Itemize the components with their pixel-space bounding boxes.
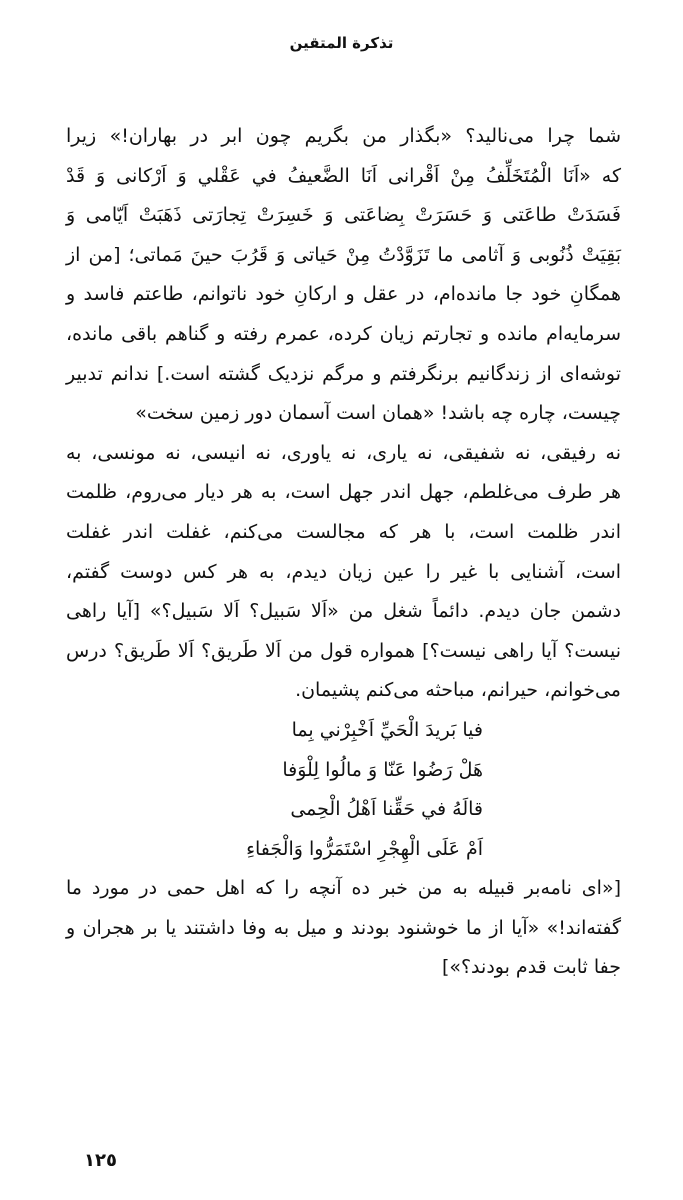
poem-verse: قالَهُ في حَقِّنا اَهْلُ الْحِمی: [290, 798, 483, 821]
paragraph-1: [66, 117, 621, 434]
text-line: همگانِ خود جا مانده‌ام، در عقل و ارکانِ خود ناتوانم، طاعتم فاسد و: [66, 283, 621, 306]
poem-verse: هَلْ رَضُوا عَنّا وَ مالُوا لِلْوَفا: [282, 758, 483, 781]
text-line: شما چرا می‌نالید؟ «بگذار من بگریم چون ابر در بهاران!» زیرا: [66, 125, 621, 147]
text-line: نه رفیقی، نه شفیقی، نه یاری، نه یاوری، نه انیسی، نه مونسی، به: [66, 441, 621, 464]
body-text: [66, 117, 621, 988]
text-line: چیست، چاره چه باشد! «همان است آسمان دور زمین سخت»: [135, 402, 621, 425]
text-line: جفا ثابت قدم بودند؟»]: [441, 956, 621, 979]
text-line: هر طرف می‌غلطم، جهل اندر جهل است، به هر دیار می‌روم، ظلمت: [66, 481, 621, 504]
poem-verses: [66, 711, 621, 869]
text-line: نیست؟ آیا راهی نیست؟] همواره قول من اَلا طَریق؟ اَلا طَریق؟ درس: [66, 639, 621, 662]
poem-verse: اَمْ عَلَی الْهِجْرِ اسْتَمَرُّوا وَالْجَفاءِ: [246, 837, 483, 860]
paragraph-2: [66, 434, 621, 711]
text-line: بَقِیَتْ ذُنُوبی وَ آثامی ما تَزَوَّدْتُ مِنْ حَیاتی وَ قَرُبَ حینَ مَماتی؛ [من از: [66, 243, 621, 266]
text-line: توشه‌ای از زندگانیم برنگرفتم و مرگم نزدیک گشته است.] ندانم تدبیر: [66, 362, 621, 385]
text-line: می‌خوانم، حیرانم، مباحثه می‌کنم پشیمان.: [295, 679, 621, 702]
text-line: سرمایه‌ام مانده و تجارتم زیان کرده، عمرم رفته و گناهم باقی مانده،: [66, 322, 621, 345]
poem-translation: [66, 869, 621, 988]
text-line: دشمن جان دیدم. دائماً شغل من «اَلا سَبیل؟ اَلا سَبیل؟» [آیا راهی: [66, 600, 621, 623]
text-line: [«ای نامه‌بر قبیله به من خبر ده آنچه را که اهل حمی در مورد ما: [66, 877, 621, 900]
text-line: که «اَنَا الْمُتَخَلِّفُ مِنْ اَقْرانی اَنَا الضَّعیفُ في عَقْلي وَ اَرْکانی وَ قَدْ: [66, 164, 621, 187]
text-line: فَسَدَتْ طاعَتی وَ حَسَرَتْ بِضاعَتی وَ خَسِرَتْ تِجارَتی ذَهَبَتْ اَیّامی وَ: [66, 204, 621, 227]
text-line: گفته‌اند!» «آیا از ما خوشنود بودند و میل به وفا داشتند یا بر هجران و: [66, 916, 621, 939]
running-head: تذكرة المتقين: [289, 34, 394, 52]
text-line: است، آشنایی با غیر را عین زیان دیدم، به هر کس دوست گفتم،: [66, 560, 621, 583]
poem-verse: فیا بَریدَ الْحَيِّ اَخْبِرْني بِما: [291, 718, 483, 741]
page-number: ١٢٥: [84, 1150, 117, 1171]
text-line: اندر ظلمت است، با هر که مجالست می‌کنم، غفلت اندر غفلت: [66, 520, 621, 543]
